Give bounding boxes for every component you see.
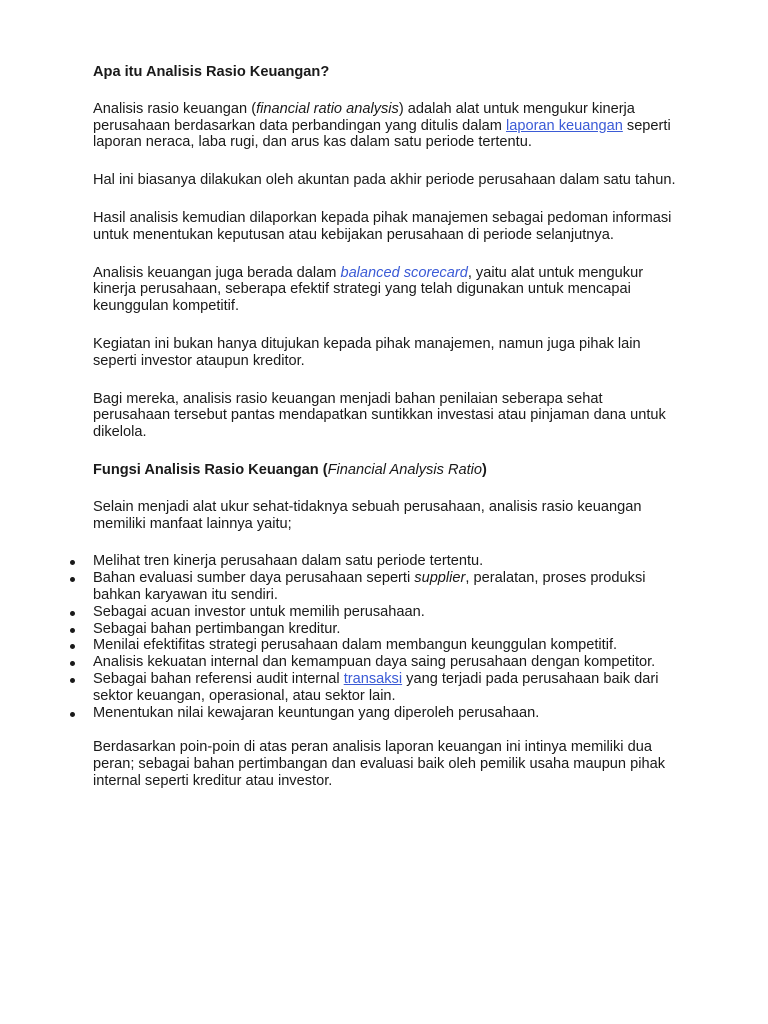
list-item: Analisis kekuatan internal dan kemampuan daya saing perusahaan dengan kompetitor. [93,654,680,671]
paragraph-kesimpulan: Berdasarkan poin-poin di atas peran analisis laporan keuangan ini intinya memiliki dua peran; sebagai bahan pertimbangan dan evaluasi baik oleh pemilik usaha maupun pihak internal seperti kreditur atau investor. [93,739,665,789]
list-item: Sebagai bahan referensi audit internal transaksi yang terjadi pada perusahaan baik dari sektor keuangan, operasional, atau sektor lain. [93,671,680,705]
benefit-list [93,553,680,721]
paragraph-definition: Analisis rasio keuangan (financial ratio analysis) adalah alat untuk mengukur kinerja perusahaan berdasarkan data perbandingan yang ditulis dalam laporan keuangan seperti laporan neraca, laba rugi, dan arus kas dalam satu periode tertentu. [93,100,671,151]
link-laporan-keuangan[interactable]: laporan keuangan [505,117,623,134]
list-item: Bahan evaluasi sumber daya perusahaan seperti supplier, peralatan, proses produksi bahkan karyawan itu sendiri. [93,570,680,604]
paragraph-scorecard: Analisis keuangan juga berada dalam balanced scorecard, yaitu alat untuk mengukur kinerja perusahaan, seberapa efektif strategi yang telah digunakan untuk mencapai keunggulan kompetitif. [93,264,644,315]
list-item: Menilai efektifitas strategi perusahaan dalam membangun keunggulan kompetitif. [93,637,680,654]
paragraph-manajemen: Hasil analisis kemudian dilaporkan kepada pihak manajemen sebagai pedoman informasi untuk menentukan keputusan atau kebijakan perusahaan di periode selanjutnya. [93,209,672,243]
list-item: Sebagai acuan investor untuk memilih perusahaan. [93,604,680,621]
list-item: Menentukan nilai kewajaran keuntungan yang diperoleh perusahaan. [93,705,680,722]
link-balanced-scorecard[interactable]: balanced scorecard [340,264,468,281]
link-transaksi[interactable]: transaksi [343,670,403,687]
heading-apa-itu: Apa itu Analisis Rasio Keuangan? [93,64,330,80]
paragraph-manfaat: Selain menjadi alat ukur sehat-tidaknya sebuah perusahaan, analisis rasio keuangan memiliki manfaat lainnya yaitu; [93,498,642,532]
italic-supplier: supplier [414,570,466,587]
italic-term: financial ratio analysis [256,100,399,117]
paragraph-akuntan: Hal ini biasanya dilakukan oleh akuntan pada akhir periode perusahaan dalam satu tahun. [93,172,676,189]
list-item: Melihat tren kinerja perusahaan dalam satu periode tertentu. [93,553,680,570]
heading-fungsi: Fungsi Analisis Rasio Keuangan (Financial Analysis Ratio) [93,461,487,478]
heading-italic: Financial Analysis Ratio [327,461,483,478]
paragraph-penilaian: Bagi mereka, analisis rasio keuangan menjadi bahan penilaian seberapa sehat perusahaan tersebut pantas mendapatkan suntikkan investasi atau pinjaman dana untuk dikelola. [93,390,666,441]
list-item: Sebagai bahan pertimbangan kreditur. [93,621,680,638]
paragraph-investor: Kegiatan ini bukan hanya ditujukan kepada pihak manajemen, namun juga pihak lain seperti investor ataupun kreditor. [93,335,641,369]
